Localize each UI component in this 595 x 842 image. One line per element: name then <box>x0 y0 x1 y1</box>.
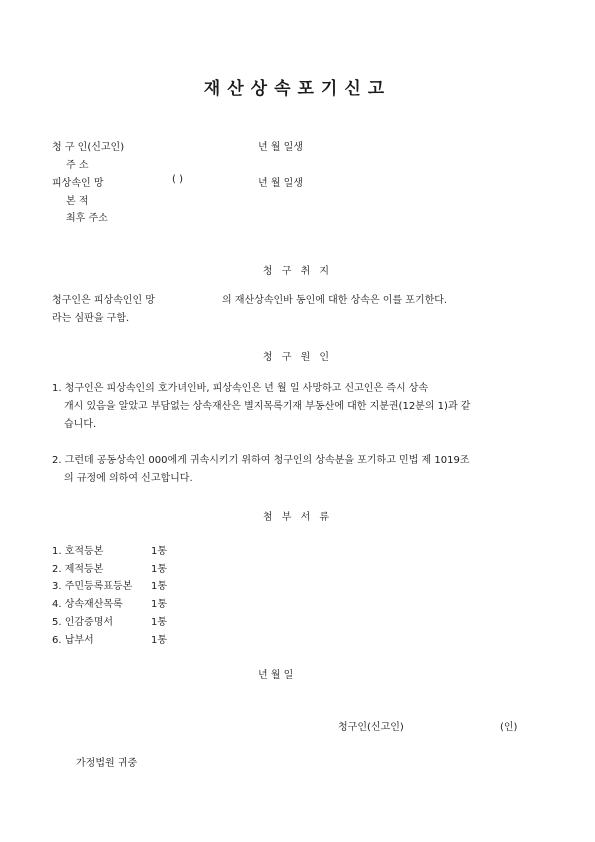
claimant-label: 청 구 인(신고인) <box>52 142 125 153</box>
attachment-count: 1통 <box>151 564 168 575</box>
purpose-line-1a: 청구인은 피상속인인 망 <box>52 295 155 306</box>
attachment-item <box>52 577 132 592</box>
deceased-paren: ( ) <box>172 174 183 185</box>
attachment-count: 1통 <box>151 635 168 646</box>
deceased-label: 피상속인 망 <box>52 178 104 189</box>
claimant-birthdate: 년 월 일생 <box>258 142 303 153</box>
cause-item-1-line-2: 개시 있음을 알았고 부담없는 상속재산은 별지목록기재 부동산에 대한 지분권(12분의 1)과 같 <box>64 401 471 412</box>
attachment-label: 5. 인감증명서 <box>52 617 114 628</box>
attachment-label: 4. 상속재산목록 <box>52 599 123 610</box>
attachment-label: 2. 제적등본 <box>52 564 104 575</box>
seal-mark: (인) <box>500 722 518 733</box>
registry-label: 본 적 <box>66 196 89 207</box>
cause-item-2-line-2: 의 규정에 의하여 신고합니다. <box>64 473 193 484</box>
deceased-birthdate: 년 월 일생 <box>258 178 303 189</box>
attachment-label: 6. 납부서 <box>52 635 94 646</box>
attachment-count: 1통 <box>151 546 168 557</box>
last-address-label: 최후 주소 <box>66 213 108 224</box>
attachment-item <box>52 595 123 610</box>
attachment-count: 1통 <box>151 581 168 592</box>
cause-item-2-line-1: 2. 그런데 공동상속인 000에게 귀속시키기 위하여 청구인의 상속분을 포기하고 민법 제 1019조 <box>52 455 470 466</box>
address-label: 주 소 <box>66 160 89 171</box>
purpose-line-2: 라는 심판을 구함. <box>52 313 130 324</box>
court-addressee: 가정법원 귀중 <box>76 758 138 769</box>
attachment-item <box>52 560 103 575</box>
purpose-heading: 청 구 취 지 <box>262 266 333 277</box>
attachment-item <box>52 613 113 628</box>
attachment-count: 1통 <box>151 617 168 628</box>
cause-item-1-line-3: 습니다. <box>64 419 97 430</box>
attachment-count: 1통 <box>151 599 168 610</box>
cause-item-1-line-1: 1. 청구인은 피상속인의 호가녀인바, 피상속인은 년 월 일 사망하고 신고인은 즉시 상속 <box>52 383 429 394</box>
attachments-heading: 첨 부 서 류 <box>262 512 333 523</box>
attachment-label: 3. 주민등록표등본 <box>52 581 133 592</box>
purpose-line-1b: 의 재산상속인바 동인에 대한 상속은 이를 포기한다. <box>222 295 448 306</box>
signer-label: 청구인(신고인) <box>338 722 404 733</box>
cause-heading: 청 구 원 인 <box>262 352 333 363</box>
attachment-label: 1. 호적등본 <box>52 546 104 557</box>
document-title: 재산상속포기신고 <box>203 79 392 99</box>
attachment-item <box>52 631 94 646</box>
attachment-item <box>52 542 103 557</box>
filing-date: 년 월 일 <box>258 670 294 681</box>
